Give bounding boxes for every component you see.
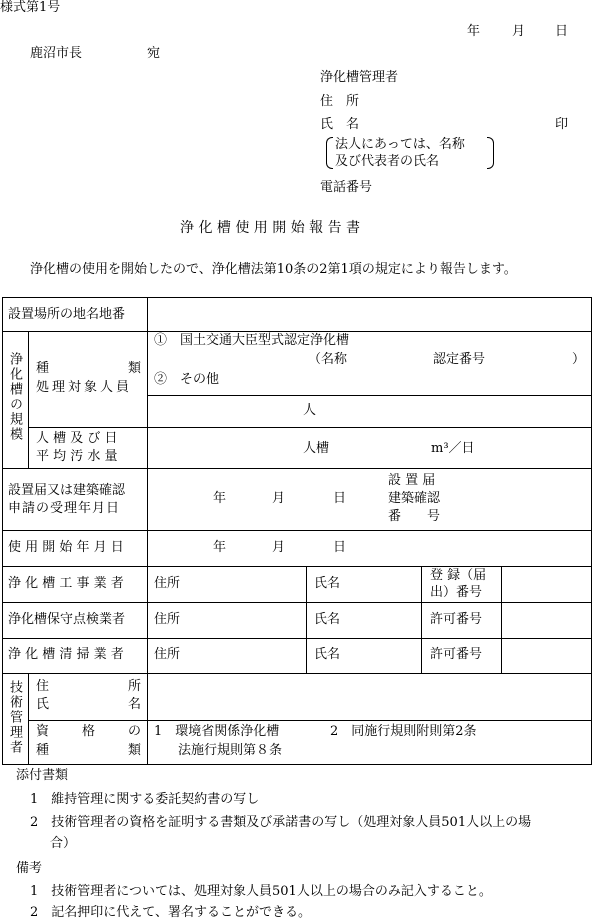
qualification-option-2: 2 同施行規則附則第2条	[330, 724, 477, 739]
inspector-permit-label: 許可番号	[430, 612, 483, 627]
accept-label-1: 設置届又は建築確認	[8, 483, 126, 498]
start-year: 年	[213, 540, 227, 555]
cleaner-label: 浄 化 槽 清 掃 業 者	[8, 647, 124, 662]
qualification-option-1: 1 環境省関係浄化槽	[154, 724, 280, 739]
attachment-item-2b: 合）	[50, 836, 77, 851]
manager-address-b: 所	[128, 679, 142, 694]
applicant-note-1: 法人にあっては、名称	[335, 137, 465, 152]
date-day: 日	[555, 24, 569, 39]
attachment-item-2a: 2 技術管理者の資格を証明する書類及び承諾書の写し（処理対象人員501人以上の場	[30, 815, 532, 830]
type-option-1-name: （名称	[308, 352, 348, 367]
qualification-c: の	[128, 724, 142, 739]
bracket-right	[487, 137, 494, 169]
inspector-label: 浄化槽保守点検業者	[8, 612, 126, 627]
manager-label: 技術管理者	[7, 680, 22, 755]
applicant-note-2: 及び代表者の氏名	[335, 154, 440, 169]
manager-address-a: 住	[36, 679, 50, 694]
cleaner-address-label: 住所	[154, 647, 181, 662]
contractor-name-label: 氏名	[314, 576, 341, 591]
accept-day: 日	[333, 491, 347, 506]
form-number: 様式第1号	[0, 0, 61, 15]
accept-year: 年	[213, 491, 227, 506]
addressee: 鹿沼市長	[30, 46, 83, 61]
ratio-unit-1: 人槽	[303, 441, 330, 456]
qualification-b: 格	[82, 724, 96, 739]
applicant-role: 浄化槽管理者	[320, 70, 399, 85]
inspector-address-label: 住所	[154, 612, 181, 627]
cleaner-name-label: 氏名	[314, 647, 341, 662]
notice-label-1: 設 置 届	[388, 473, 436, 488]
accept-label-2: 申請の受理年月日	[8, 501, 121, 516]
document-title: 浄 化 槽 使 用 開 始 報 告 書	[180, 220, 361, 236]
date-month: 月	[512, 24, 526, 39]
intro-text: 浄化槽の使用を開始したので、浄化槽法第10条の2第1項の規定により報告します。	[30, 262, 517, 277]
qualification-type-a: 種	[36, 743, 50, 758]
remark-item-1: 1 技術管理者については、処理対象人員501人以上の場合のみ記入すること。	[30, 884, 492, 899]
notice-label-3: 番 号	[388, 509, 441, 524]
type-option-1-cert: 認定番号	[433, 352, 486, 367]
applicant-address: 住 所	[320, 94, 360, 109]
contractor-reg-label-1: 登 録（届	[430, 568, 487, 583]
attachment-item-1: 1 維持管理に関する委託契約書の写し	[30, 792, 260, 807]
type-option-2: ② その他	[154, 372, 220, 387]
applicant-phone: 電話番号	[320, 180, 373, 195]
start-month: 月	[272, 540, 286, 555]
remark-item-2: 2 記名押印に代えて、署名することができる。	[30, 905, 312, 920]
seal-mark: 印	[555, 117, 569, 132]
inspector-name-label: 氏名	[314, 612, 341, 627]
ratio-label-2: 平 均 汚 水 量	[36, 449, 118, 464]
contractor-reg-label-2: 出）番号	[430, 585, 483, 600]
scale-label: 浄化槽の規模	[7, 352, 22, 442]
honorific: 宛	[147, 46, 161, 61]
type-label-b: 類	[128, 361, 142, 376]
start-date-label: 使 用 開 始 年 月 日	[8, 540, 124, 555]
location-label: 設置場所の地名地番	[8, 307, 126, 322]
cleaner-permit-label: 許可番号	[430, 647, 483, 662]
person-unit: 人	[303, 403, 317, 418]
qualification-type-b: 類	[128, 743, 142, 758]
remarks-heading: 備考	[16, 861, 43, 876]
capacity-label: 処理対象人員	[36, 380, 133, 395]
qualification-a: 資	[36, 724, 50, 739]
type-option-1: ① 国土交通大臣型式認定浄化槽	[154, 333, 350, 348]
start-day: 日	[333, 540, 347, 555]
applicant-name: 氏 名	[320, 117, 360, 132]
attachments-heading: 添付書類	[16, 768, 69, 783]
type-label-a: 種	[36, 361, 50, 376]
manager-name-a: 氏	[36, 697, 50, 712]
date-year: 年	[467, 24, 481, 39]
contractor-address-label: 住所	[154, 576, 181, 591]
ratio-unit-2: m³／日	[431, 441, 475, 456]
ratio-label-1: 人 槽 及 び 日	[36, 431, 118, 446]
manager-name-b: 名	[128, 697, 142, 712]
contractor-label: 浄 化 槽 工 事 業 者	[8, 576, 124, 591]
type-option-1-close: ）	[572, 352, 586, 367]
accept-month: 月	[272, 491, 286, 506]
bracket-left	[326, 137, 333, 169]
notice-label-2: 建築確認	[388, 491, 441, 506]
qualification-option-1b: 法施行規則第８条	[178, 743, 283, 758]
